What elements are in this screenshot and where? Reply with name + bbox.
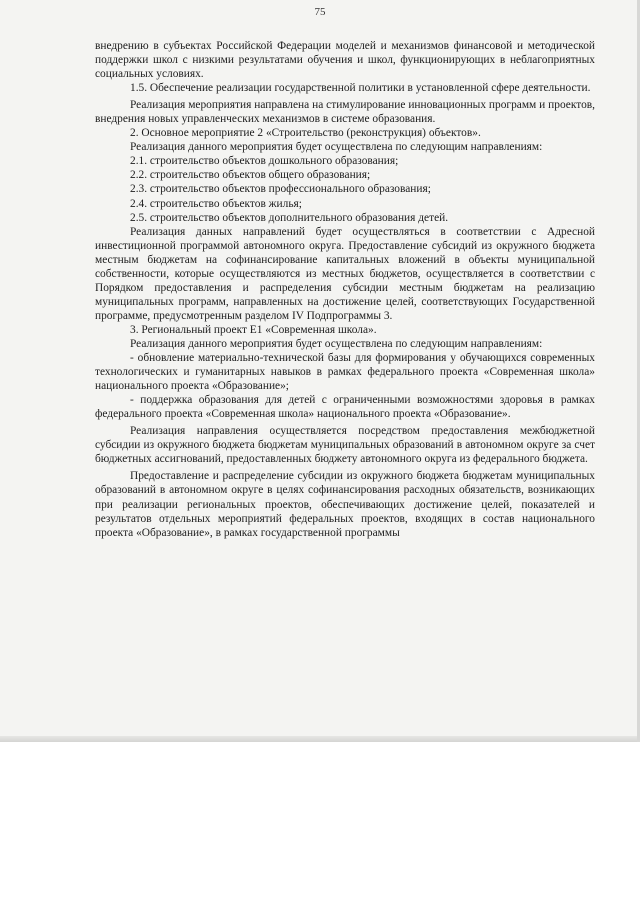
list-item: - обновление материально-технической базы для формирования у обучающихся современных технологических и гуманитарных навыков в рамках федерального проекта «Современная школа» национального проекта «Образование»; — [95, 352, 595, 393]
paragraph: Предоставление и распределение субсидии из окружного бюджета бюджетам муниципальных образований в автономном округе в целях софинансирования расходных обязательств, возникающих при реализации региональных проектов, обеспечивающих достижение целей, показателей и результатов отдельных мероприятий федеральных проектов, входящих в состав национального проекта «Образование», в рамках государственной программы — [95, 470, 595, 539]
list-item: 2.2. строительство объектов общего образования; — [130, 169, 371, 182]
paragraph: Реализация направления осуществляется посредством предоставления межбюджетной субсидии из окружного бюджета бюджетам муниципальных образований в автономном округе за счет бюджетных ассигнований, предоставленных бюджету автономного округа из федерального бюджета. — [95, 425, 595, 466]
page-number: 75 — [314, 6, 326, 18]
list-item: 2.3. строительство объектов профессионального образования; — [130, 183, 431, 196]
list-item: 2.5. строительство объектов дополнительного образования детей. — [130, 211, 449, 224]
list-item: - поддержка образования для детей с ограниченными возможностями здоровья в рамках федерального проекта «Современная школа» национального проекта «Образование». — [95, 394, 595, 421]
paragraph: Реализация данного мероприятия будет осуществлена по следующим направлениям: — [130, 337, 543, 350]
paragraph: 3. Региональный проект Е1 «Современная школа». — [130, 323, 377, 336]
paragraph: 1.5. Обеспечение реализации государственной политики в установленной сфере деятельности. — [130, 82, 591, 95]
list-item: 2.1. строительство объектов дошкольного образования; — [130, 155, 399, 168]
paragraph: внедрению в субъектах Российской Федерации моделей и механизмов финансовой и методической поддержки школ с низкими результатами обучения и школ, функционирующих в неблагоприятных социальных условиях. — [95, 40, 595, 81]
paragraph: Реализация данного мероприятия будет осуществлена по следующим направлениям: — [130, 141, 543, 154]
paragraph: Реализация данных направлений будет осуществляться в соответствии с Адресной инвестиционной программой автономного округа. Предоставление субсидий из окружного бюджета местным бюджетам на софинансирование капитальных вложений в объекты муниципальной собственности, которые осуществляются из местных бюджетов, осуществляется в соответствии с Порядком предоставления и распределения субсидии местным бюджетам на реализацию муниципальных программ, направленных на достижение целей, соответствующих Государственной программе, предусмотренным разделом IV Подпрограммы 3. — [95, 225, 595, 322]
list-item: 2.4. строительство объектов жилья; — [130, 197, 302, 210]
paragraph: 2. Основное мероприятие 2 «Строительство (реконструкция) объектов». — [130, 127, 481, 140]
paragraph: Реализация мероприятия направлена на стимулирование инновационных программ и проектов, внедрения новых управленческих механизмов в системе образования. — [95, 99, 595, 126]
document-body — [95, 39, 595, 540]
